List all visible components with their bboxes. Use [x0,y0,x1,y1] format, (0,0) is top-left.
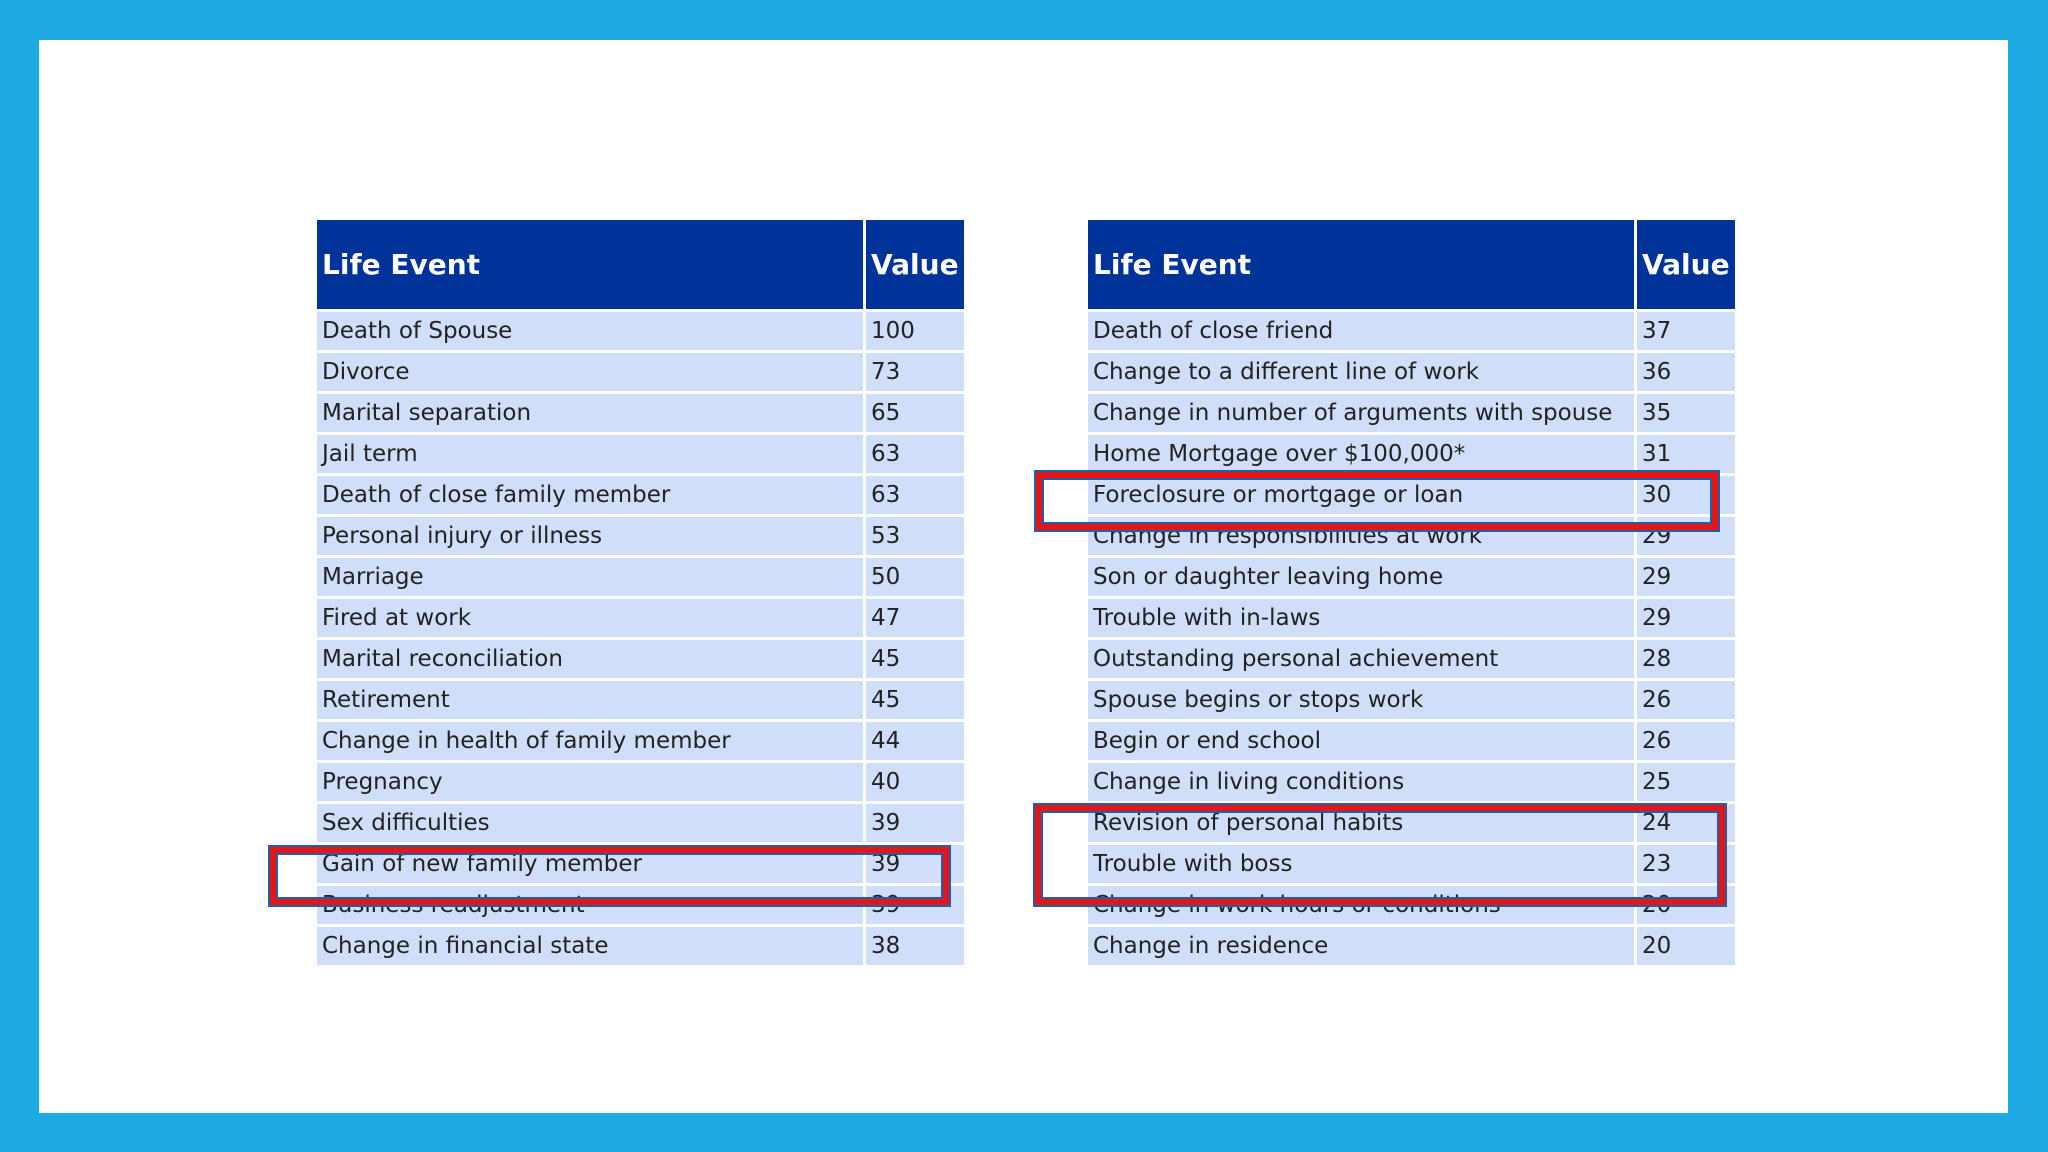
life-event-cell: Foreclosure or mortgage or loan [1088,476,1634,514]
table-row [317,599,964,637]
life-event-cell: Spouse begins or stops work [1088,681,1634,719]
table-row [317,845,964,883]
value-cell: 39 [866,886,964,924]
table-row [1088,558,1735,596]
value-cell: 37 [1637,312,1735,350]
value-cell: 45 [866,640,964,678]
table-header-row [1088,220,1735,309]
life-event-cell: Marriage [317,558,863,596]
value-cell: 35 [1637,394,1735,432]
value-cell: 31 [1637,435,1735,473]
life-event-cell: Revision of personal habits [1088,804,1634,842]
life-event-cell: Outstanding personal achievement [1088,640,1634,678]
table-row [1088,394,1735,432]
value-cell: 44 [866,722,964,760]
table-row [317,763,964,801]
value-cell: 23 [1637,845,1735,883]
table-row [1088,681,1735,719]
value-cell: 38 [866,927,964,965]
life-event-cell: Trouble with in-laws [1088,599,1634,637]
life-event-cell: Death of close friend [1088,312,1634,350]
life-event-cell: Change in number of arguments with spouse [1088,394,1634,432]
life-event-cell: Retirement [317,681,863,719]
header-value: Value [866,220,964,309]
life-events-table-right [1085,217,1738,968]
table-row [317,558,964,596]
value-cell: 63 [866,435,964,473]
table-row [1088,517,1735,555]
table-row [1088,722,1735,760]
value-cell: 40 [866,763,964,801]
header-life-event: Life Event [1088,220,1634,309]
value-cell: 100 [866,312,964,350]
table-row [1088,435,1735,473]
life-event-cell: Begin or end school [1088,722,1634,760]
life-events-table-left [314,217,967,968]
table-row [1088,845,1735,883]
value-cell: 73 [866,353,964,391]
life-event-cell: Business readjustment [317,886,863,924]
life-event-cell: Jail term [317,435,863,473]
value-cell: 47 [866,599,964,637]
life-event-cell: Death of close family member [317,476,863,514]
table-row [1088,804,1735,842]
table-row [1088,599,1735,637]
table-row [317,517,964,555]
table-body [317,312,964,965]
life-event-cell: Change to a different line of work [1088,353,1634,391]
value-cell: 65 [866,394,964,432]
slide [39,40,2008,1113]
table-row [317,435,964,473]
life-event-cell: Change in residence [1088,927,1634,965]
value-cell: 29 [1637,558,1735,596]
life-event-cell: Change in living conditions [1088,763,1634,801]
value-cell: 29 [1637,517,1735,555]
table-row [1088,640,1735,678]
value-cell: 39 [866,804,964,842]
value-cell: 26 [1637,722,1735,760]
table-row [317,353,964,391]
table-row [317,640,964,678]
value-cell: 24 [1637,804,1735,842]
life-event-cell: Trouble with boss [1088,845,1634,883]
value-cell: 53 [866,517,964,555]
table-row [1088,886,1735,924]
value-cell: 26 [1637,681,1735,719]
life-event-cell: Son or daughter leaving home [1088,558,1634,596]
table-row [317,312,964,350]
life-event-cell: Death of Spouse [317,312,863,350]
value-cell: 39 [866,845,964,883]
table-row [1088,927,1735,965]
table-row [317,927,964,965]
table-body [1088,312,1735,965]
value-cell: 28 [1637,640,1735,678]
value-cell: 29 [1637,599,1735,637]
value-cell: 20 [1637,886,1735,924]
life-event-cell: Change in work hours or conditions [1088,886,1634,924]
life-event-cell: Change in financial state [317,927,863,965]
life-event-cell: Marital reconciliation [317,640,863,678]
life-event-cell: Personal injury or illness [317,517,863,555]
life-event-cell: Marital separation [317,394,863,432]
life-event-cell: Divorce [317,353,863,391]
value-cell: 30 [1637,476,1735,514]
table-header-row [317,220,964,309]
table-row [1088,312,1735,350]
life-event-cell: Home Mortgage over $100,000* [1088,435,1634,473]
value-cell: 20 [1637,927,1735,965]
table-row [317,681,964,719]
table-row [1088,763,1735,801]
life-event-cell: Gain of new family member [317,845,863,883]
life-event-cell: Fired at work [317,599,863,637]
table-row [317,886,964,924]
header-life-event: Life Event [317,220,863,309]
value-cell: 25 [1637,763,1735,801]
header-value: Value [1637,220,1735,309]
table-row [317,722,964,760]
life-event-cell: Sex difficulties [317,804,863,842]
table-row [1088,476,1735,514]
table-row [1088,353,1735,391]
table-row [317,394,964,432]
value-cell: 45 [866,681,964,719]
life-event-cell: Pregnancy [317,763,863,801]
value-cell: 50 [866,558,964,596]
table-row [317,804,964,842]
value-cell: 63 [866,476,964,514]
table-row [317,476,964,514]
life-event-cell: Change in health of family member [317,722,863,760]
life-event-cell: Change in responsibilities at work [1088,517,1634,555]
value-cell: 36 [1637,353,1735,391]
